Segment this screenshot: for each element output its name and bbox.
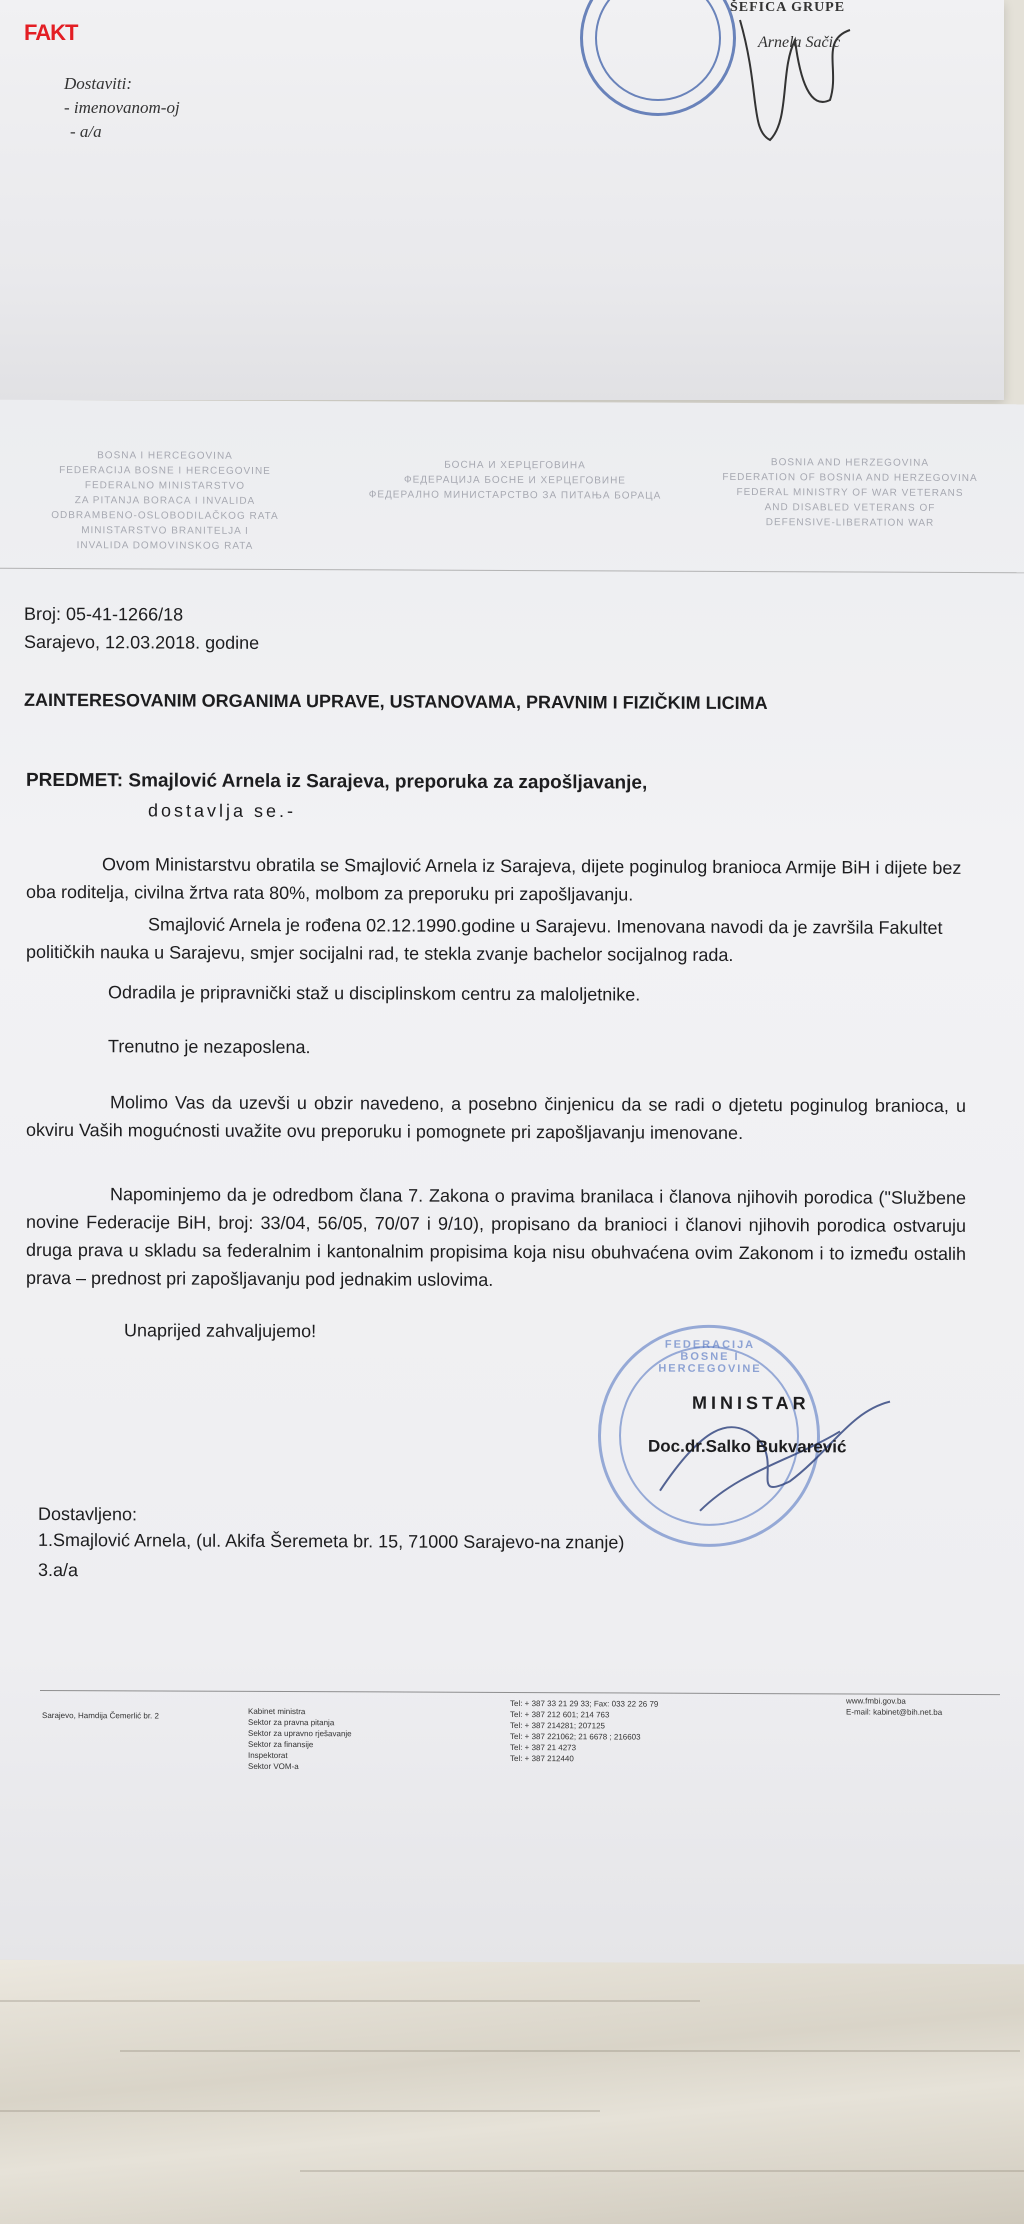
wood-grain — [0, 2000, 700, 2002]
subject-continuation: dostavlja se.- — [148, 800, 297, 822]
signature-icon — [700, 0, 880, 150]
letterhead-line: DEFENSIVE-LIBERATION WAR — [765, 517, 935, 529]
place-date: Sarajevo, 12.03.2018. godine — [24, 631, 260, 653]
wood-grain — [0, 2110, 600, 2112]
dostaviti-item: - a/a — [70, 122, 102, 141]
letterhead-line: FEDERALNO MINISTARSTVO — [84, 480, 246, 492]
paragraph-legal-note: Napominjemo da je odredbom člana 7. Zakona o pravima branilaca i članova njihovih porodica ("Službene novine Federacije BiH, broj: 33/04, 56/05, 70/07 i 9/10), propisano da branioci i članovi njihovih porodica ostvaruju druga prava u skladu sa federalnim i kantonalnim propisima koja nisu obuhvaćena ovim Zakonom i to između ostalih prava – prednost pri zapošljavanju pod jednakim uslovima. — [26, 1184, 966, 1290]
closing-line: Unaprijed zahvaljujemo! — [124, 1320, 317, 1342]
footer-line: Tel: + 387 33 21 29 33; Fax: 033 22 26 79 — [510, 1698, 659, 1709]
minister-name: Doc.dr.Salko Bukvarević — [648, 1436, 847, 1457]
letterhead-center — [360, 457, 670, 503]
footer-sectors — [248, 1706, 352, 1772]
letterhead-right — [700, 455, 1000, 531]
wood-grain — [300, 2170, 1024, 2172]
minister-title: MINISTAR — [692, 1392, 810, 1414]
paragraph-recommendation: Molimo Vas da uzevši u obzir navedeno, a posebno činjenicu da se radi o djetetu poginulog branioca, u okviru Vaših mogućnosti uvažite ovu preporuku i pomognete pri zapošljavanju imenovane. — [26, 1092, 966, 1144]
dostaviti-label: Dostaviti: — [64, 74, 132, 93]
wood-grain — [120, 2050, 1020, 2052]
letterhead-line: ODBRAMBENO-OSLOBODILAČKOG RATA — [51, 509, 279, 522]
footer-website: www.fmbi.gov.ba — [846, 1696, 906, 1706]
watermark-logo: FAKT — [24, 20, 78, 45]
footer-line: Tel: + 387 212440 — [510, 1753, 574, 1764]
footer-line: Inspektorat — [248, 1750, 288, 1761]
footer-line: Sektor za finansije — [248, 1739, 314, 1750]
footer-web — [846, 1695, 942, 1717]
letterhead-line: ZA PITANJA BORACA I INVALIDA — [74, 495, 256, 507]
delivered-item: 1.Smajlović Arnela, (ul. Akifa Šeremeta br. 15, 71000 Sarajevo-na znanje) — [38, 1529, 625, 1553]
letterhead-line: FEDERATION OF BOSNIA AND HERZEGOVINA — [722, 471, 978, 485]
stamp-inscription: FEDERACIJA BOSNE I HERCEGOVINE — [658, 1338, 762, 1376]
footer-line: Sektor za upravno rješavanje — [248, 1728, 352, 1739]
letterhead-line: BOSNA I HERCEGOVINA — [97, 450, 233, 462]
footer-line: Sektor VOM-a — [248, 1761, 299, 1772]
paragraph-request: Ovom Ministarstvu obratila se Smajlović Arnela iz Sarajeva, dijete poginulog branioca Armije BiH i dijete bez oba roditelja, civilna žrtva rata 80%, molbom za preporuku pri zapošljavanju. — [26, 854, 962, 905]
footer-line: Tel: + 387 221062; 21 6678 ; 216603 — [510, 1731, 641, 1742]
letterhead-line: ФЕДЕРАЛНО МИНИСТАРСТВО ЗА ПИТАЊА БОРАЦА — [368, 489, 662, 502]
letterhead-line: AND DISABLED VETERANS OF — [764, 502, 936, 514]
letterhead-line: ФЕДЕРАЦИЈА БОСНЕ И ХЕРЦЕГОВИНЕ — [404, 474, 626, 487]
letterhead-line: INVALIDA DOMOVINSKOG RATA — [76, 540, 254, 552]
top-document-sheet — [0, 0, 1004, 400]
addressee: ZAINTERESOVANIM ORGANIMA UPRAVE, USTANOVAMA, PRAVNIM I FIZIČKIM LICIMA — [24, 689, 768, 714]
subject-line: PREDMET: Smajlović Arnela iz Sarajeva, preporuka za zapošljavanje, — [26, 769, 648, 794]
letterhead-line: BOSNIA AND HERZEGOVINA — [770, 457, 930, 469]
dostaviti-item: - imenovanom-oj — [64, 98, 180, 117]
reference-block — [24, 600, 259, 657]
letterhead-divider — [0, 568, 1024, 573]
letterhead-line: БОСНА И ХЕРЦЕГОВИНА — [444, 459, 586, 472]
footer-email: E-mail: kabinet@bih.net.ba — [846, 1707, 943, 1717]
letterhead-left — [20, 448, 310, 554]
letter-sheet — [0, 400, 1024, 1964]
footer-line: Tel: + 387 212 601; 214 763 — [510, 1709, 610, 1720]
paragraph-internship: Odradila je pripravnički staž u disciplinskom centru za maloljetnike. — [108, 982, 641, 1005]
paragraph-background: Smajlović Arnela je rođena 02.12.1990.godine u Sarajevu. Imenovana navodi da je završila Fakultet političkih nauka u Sarajevu, smjer socijalni rad, te stekla zvanje bachelor socijalnog rada. — [26, 914, 943, 965]
signer-title: ŠEFICA GRUPE — [730, 0, 846, 15]
table-surface — [0, 1960, 1024, 2224]
reference-number: Broj: 05-41-1266/18 — [24, 603, 184, 625]
signer-name: Arnela Sačić — [758, 34, 841, 51]
paragraph-unemployed: Trenutno je nezaposlena. — [108, 1036, 311, 1058]
delivered-item: 3.a/a — [38, 1559, 79, 1581]
footer-line: Sektor za pravna pitanja — [248, 1717, 335, 1728]
letterhead-line: MINISTARSTVO BRANITELJA I — [81, 525, 249, 537]
footer-line: Tel: + 387 214281; 207125 — [510, 1720, 605, 1731]
footer-line: Tel: + 387 21 4273 — [510, 1742, 577, 1753]
letterhead-line: FEDERAL MINISTRY OF WAR VETERANS — [736, 486, 964, 499]
delivered-label: Dostavljeno: — [38, 1503, 138, 1525]
footer-phones — [510, 1698, 658, 1765]
footer-line: Kabinet ministra — [248, 1706, 306, 1717]
footer-divider — [40, 1690, 1000, 1695]
letterhead-line: FEDERACIJA BOSNE I HERCEGOVINE — [59, 465, 271, 477]
footer-address: Sarajevo, Hamdija Čemerlić br. 2 — [42, 1710, 159, 1721]
dostaviti-block — [64, 72, 180, 144]
